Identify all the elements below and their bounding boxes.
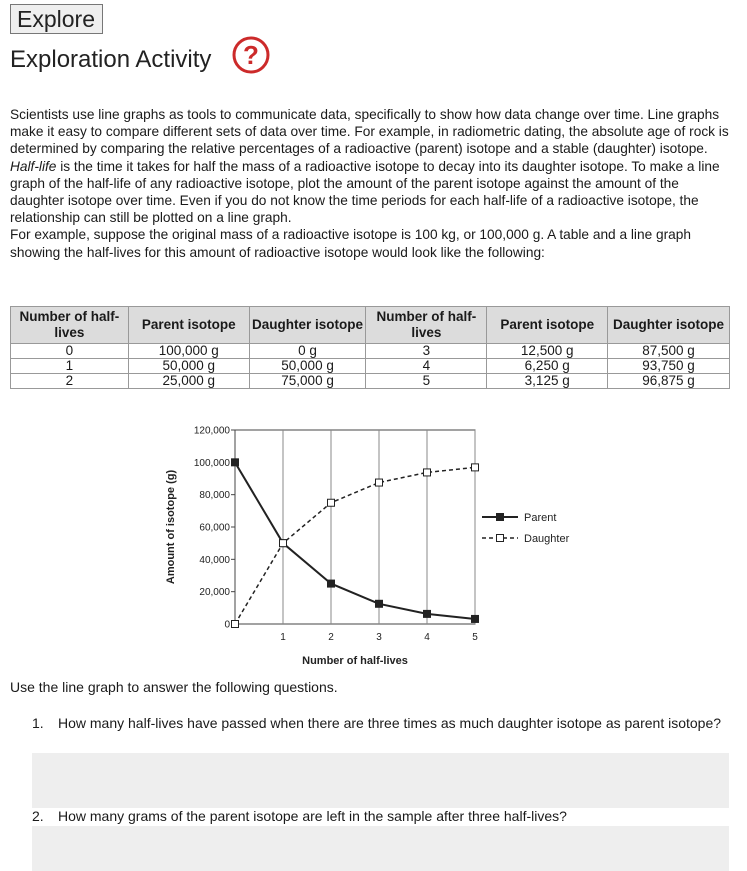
table-cell: 4 xyxy=(366,359,487,374)
data-point-parent xyxy=(472,615,479,622)
table-header-row xyxy=(11,307,730,344)
y-tick-label: 60,000 xyxy=(199,522,230,534)
help-glyph: ? xyxy=(243,40,259,70)
table-row xyxy=(11,374,730,389)
table-cell: 50,000 g xyxy=(128,359,249,374)
data-point-daughter xyxy=(232,621,239,628)
x-tick-label: 1 xyxy=(280,632,286,643)
legend-label: Daughter xyxy=(524,533,570,545)
table-header: Parent isotope xyxy=(487,307,608,344)
x-tick-label: 4 xyxy=(424,632,430,643)
data-point-parent xyxy=(376,600,383,607)
table-cell: 0 xyxy=(11,344,129,359)
data-point-parent xyxy=(232,459,239,466)
y-tick-label: 20,000 xyxy=(199,587,230,599)
data-point-daughter xyxy=(376,479,383,486)
data-point-daughter xyxy=(424,469,431,476)
table-header: Parent isotope xyxy=(128,307,249,344)
table-cell: 6,250 g xyxy=(487,359,608,374)
x-tick-label: 3 xyxy=(376,632,382,643)
y-tick-label: 120,000 xyxy=(193,425,230,437)
x-tick-label: 2 xyxy=(328,632,334,643)
intro-text xyxy=(10,106,735,261)
data-point-parent xyxy=(328,580,335,587)
explore-tab[interactable]: Explore xyxy=(10,4,103,34)
x-tick-label: 5 xyxy=(472,632,478,643)
table-row xyxy=(11,359,730,374)
table-header: Daughter isotope xyxy=(249,307,366,344)
table-cell: 96,875 g xyxy=(608,374,730,389)
data-point-daughter xyxy=(328,499,335,506)
table-header: Number of half-lives xyxy=(11,307,129,344)
data-point-daughter xyxy=(472,464,479,471)
x-axis-label: Number of half-lives xyxy=(302,655,408,667)
table-cell: 25,000 g xyxy=(128,374,249,389)
page-title: Exploration Activity xyxy=(10,46,212,73)
y-tick-label: 40,000 xyxy=(199,554,230,566)
questions-intro: Use the line graph to answer the following questions. xyxy=(10,679,338,695)
question-1 xyxy=(32,715,722,731)
intro-paragraph-2 xyxy=(10,158,735,227)
plot-area xyxy=(235,430,475,624)
answer-box-1[interactable] xyxy=(32,753,729,808)
y-tick-label: 100,000 xyxy=(193,457,230,469)
legend-label: Parent xyxy=(524,512,557,524)
question-text: How many grams of the parent isotope are left in the sample after three half-lives? xyxy=(58,808,567,824)
legend-marker-daughter xyxy=(497,535,504,542)
intro-paragraph-3: For example, suppose the original mass of a radioactive isotope is 100 kg, or 100,000 g. A table and a line graph showing the half-lives for this amount of radioactive isotope would look like the following: xyxy=(10,227,691,260)
answer-box-2[interactable] xyxy=(32,826,729,871)
half-life-line-chart xyxy=(160,418,590,670)
table-cell: 12,500 g xyxy=(487,344,608,359)
half-life-table xyxy=(10,306,730,389)
half-life-definition: is the time it takes for half the mass of a radioactive isotope to decay into its daughter isotope. To make a line graph of the half-life of any radioactive isotope, plot the amount of the parent isotope against the amount of the daughter isotope over time. Even if you do not know the time periods for each half-life of a radioactive isotope, the relationship can still be plotted on a line graph. xyxy=(10,158,720,226)
question-number: 2. xyxy=(32,808,44,824)
table-cell: 5 xyxy=(366,374,487,389)
table-cell: 0 g xyxy=(249,344,366,359)
data-point-daughter xyxy=(280,540,287,547)
data-point-parent xyxy=(424,610,431,617)
table-cell: 3 xyxy=(366,344,487,359)
question-2 xyxy=(32,808,722,824)
help-icon[interactable] xyxy=(231,35,271,75)
table-cell: 75,000 g xyxy=(249,374,366,389)
y-axis-label: Amount of isotope (g) xyxy=(165,469,177,585)
y-tick-label: 80,000 xyxy=(199,490,230,502)
intro-paragraph-1: Scientists use line graphs as tools to communicate data, specifically to show how data change over time. Line graphs make it easy to compare different sets of data over time. For example, in radiometric dating, the absolute age of rock is determined by comparing the relative percentages of a radioactive (parent) isotope and a stable (daughter) isotope. xyxy=(10,107,729,157)
question-number: 1. xyxy=(32,715,44,731)
half-life-term: Half-life xyxy=(10,158,57,174)
table-cell: 87,500 g xyxy=(608,344,730,359)
legend-marker-parent xyxy=(497,514,504,521)
table-cell: 100,000 g xyxy=(128,344,249,359)
table-row xyxy=(11,344,730,359)
question-text: How many half-lives have passed when there are three times as much daughter isotope as parent isotope? xyxy=(58,715,722,731)
table-cell: 2 xyxy=(11,374,129,389)
table-cell: 50,000 g xyxy=(249,359,366,374)
table-header: Number of half-lives xyxy=(366,307,487,344)
table-cell: 3,125 g xyxy=(487,374,608,389)
table-header: Daughter isotope xyxy=(608,307,730,344)
table-cell: 1 xyxy=(11,359,129,374)
table-cell: 93,750 g xyxy=(608,359,730,374)
y-tick-label: 0 xyxy=(224,619,230,631)
